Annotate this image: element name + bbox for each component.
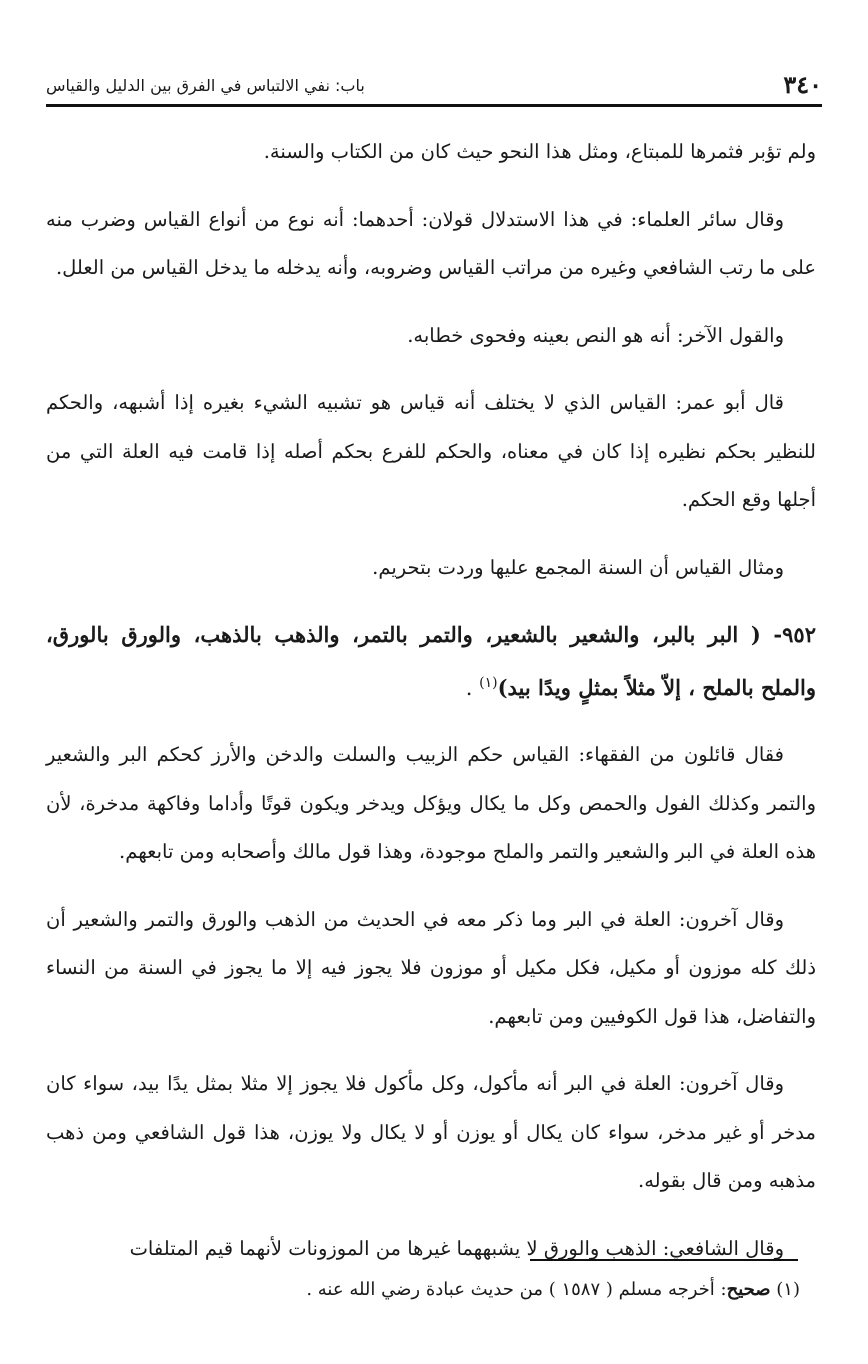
footnote (46, 1272, 800, 1308)
paragraph: قال أبو عمر: القياس الذي لا يختلف أنه قياس هو تشبيه الشيء بغيره إذا أشبهه، والحكم للنظير بحكم نظيره إذا كان في معناه، والحكم للفرع بحكم أصله إذا قامت فيه العلة التي من أجلها وقع الحكم. (46, 391, 816, 511)
paragraph: وقال آخرون: العلة في البر وما ذكر معه في الحديث من الذهب والورق والتمر والشعير أن ذلك كله موزون أو مكيل، فكل مكيل أو موزون فلا يجوز فيه إلا ما يجوز في السنة من النساء والتفاضل، هذا قول الكوفيين ومن تابعهم. (46, 907, 816, 1028)
header-divider (46, 104, 822, 107)
paragraph: وقال الشافعي: الذهب والورق لا يشبههما غيرها من الموزونات لأنهما قيم المتلفات (129, 1236, 784, 1260)
paragraph: وقال آخرون: العلة في البر أنه مأكول، وكل مأكول فلا يجوز إلا مثلا بمثل يدًا بيد، سواء كان مدخر أو غير مدخر، سواء كان يكال أو يوزن أو لا يكال ولا يوزن، هذا قول الشافعي ومن ذهب مذهبه ومن قال بقوله. (46, 1072, 816, 1192)
footnote-reference: (١) (479, 675, 498, 691)
footnote-text: : أخرجه مسلم ( ١٥٨٧ ) من حديث عبادة رضي الله عنه . (306, 1279, 727, 1300)
hadith-body: ٩٥٢- ( البر بالبر، والشعير بالشعير، والتمر بالتمر، والذهب بالذهب، والورق بالورق، والملح بالملح ، إلاّ مثلاً بمثلٍ ويدًا بيد) (46, 622, 816, 700)
page-number: ٣٤٠ (783, 70, 822, 99)
footnote-mark: (١) (770, 1279, 800, 1300)
paragraph: ولم تؤبر فثمرها للمبتاع، ومثل هذا النحو حيث كان من الكتاب والسنة. (263, 140, 816, 163)
paragraph: والقول الآخر: أنه هو النص بعينه وفحوى خطابه. (407, 323, 784, 347)
running-title: باب: نفي الالتباس في الفرق بين الدليل والقياس (46, 76, 365, 95)
paragraph: ومثال القياس أن السنة المجمع عليها وردت بتحريم. (372, 555, 784, 579)
paragraph: فقال قائلون من الفقهاء: القياس حكم الزبيب والسلت والدخن والأرز كحكم البر والشعير والتمر وكذلك الفول والحمص وكل ما يكال ويؤكل ويدخر ويكون قوتًا وأداما وفاكهة مدخرة، لأن هذه العلة في البر والشعير والتمر والملح موجودة، وهذا قول مالك وأصحابه ومن تابعهم. (46, 743, 816, 863)
page-header (46, 70, 822, 102)
footnote-label: صحيح (726, 1279, 771, 1300)
footnote-divider (530, 1259, 798, 1261)
paragraph: وقال سائر العلماء: في هذا الاستدلال قولان: أحدهما: أنه نوع من أنواع القياس وضرب منه على ما رتب الشافعي وغيره من مراتب القياس وضروبه، وأنه يدخله ما يدخل القياس من العلل. (46, 207, 816, 279)
hadith-text (46, 611, 816, 712)
main-text (46, 128, 816, 1292)
hadith-tail: . (465, 676, 480, 700)
